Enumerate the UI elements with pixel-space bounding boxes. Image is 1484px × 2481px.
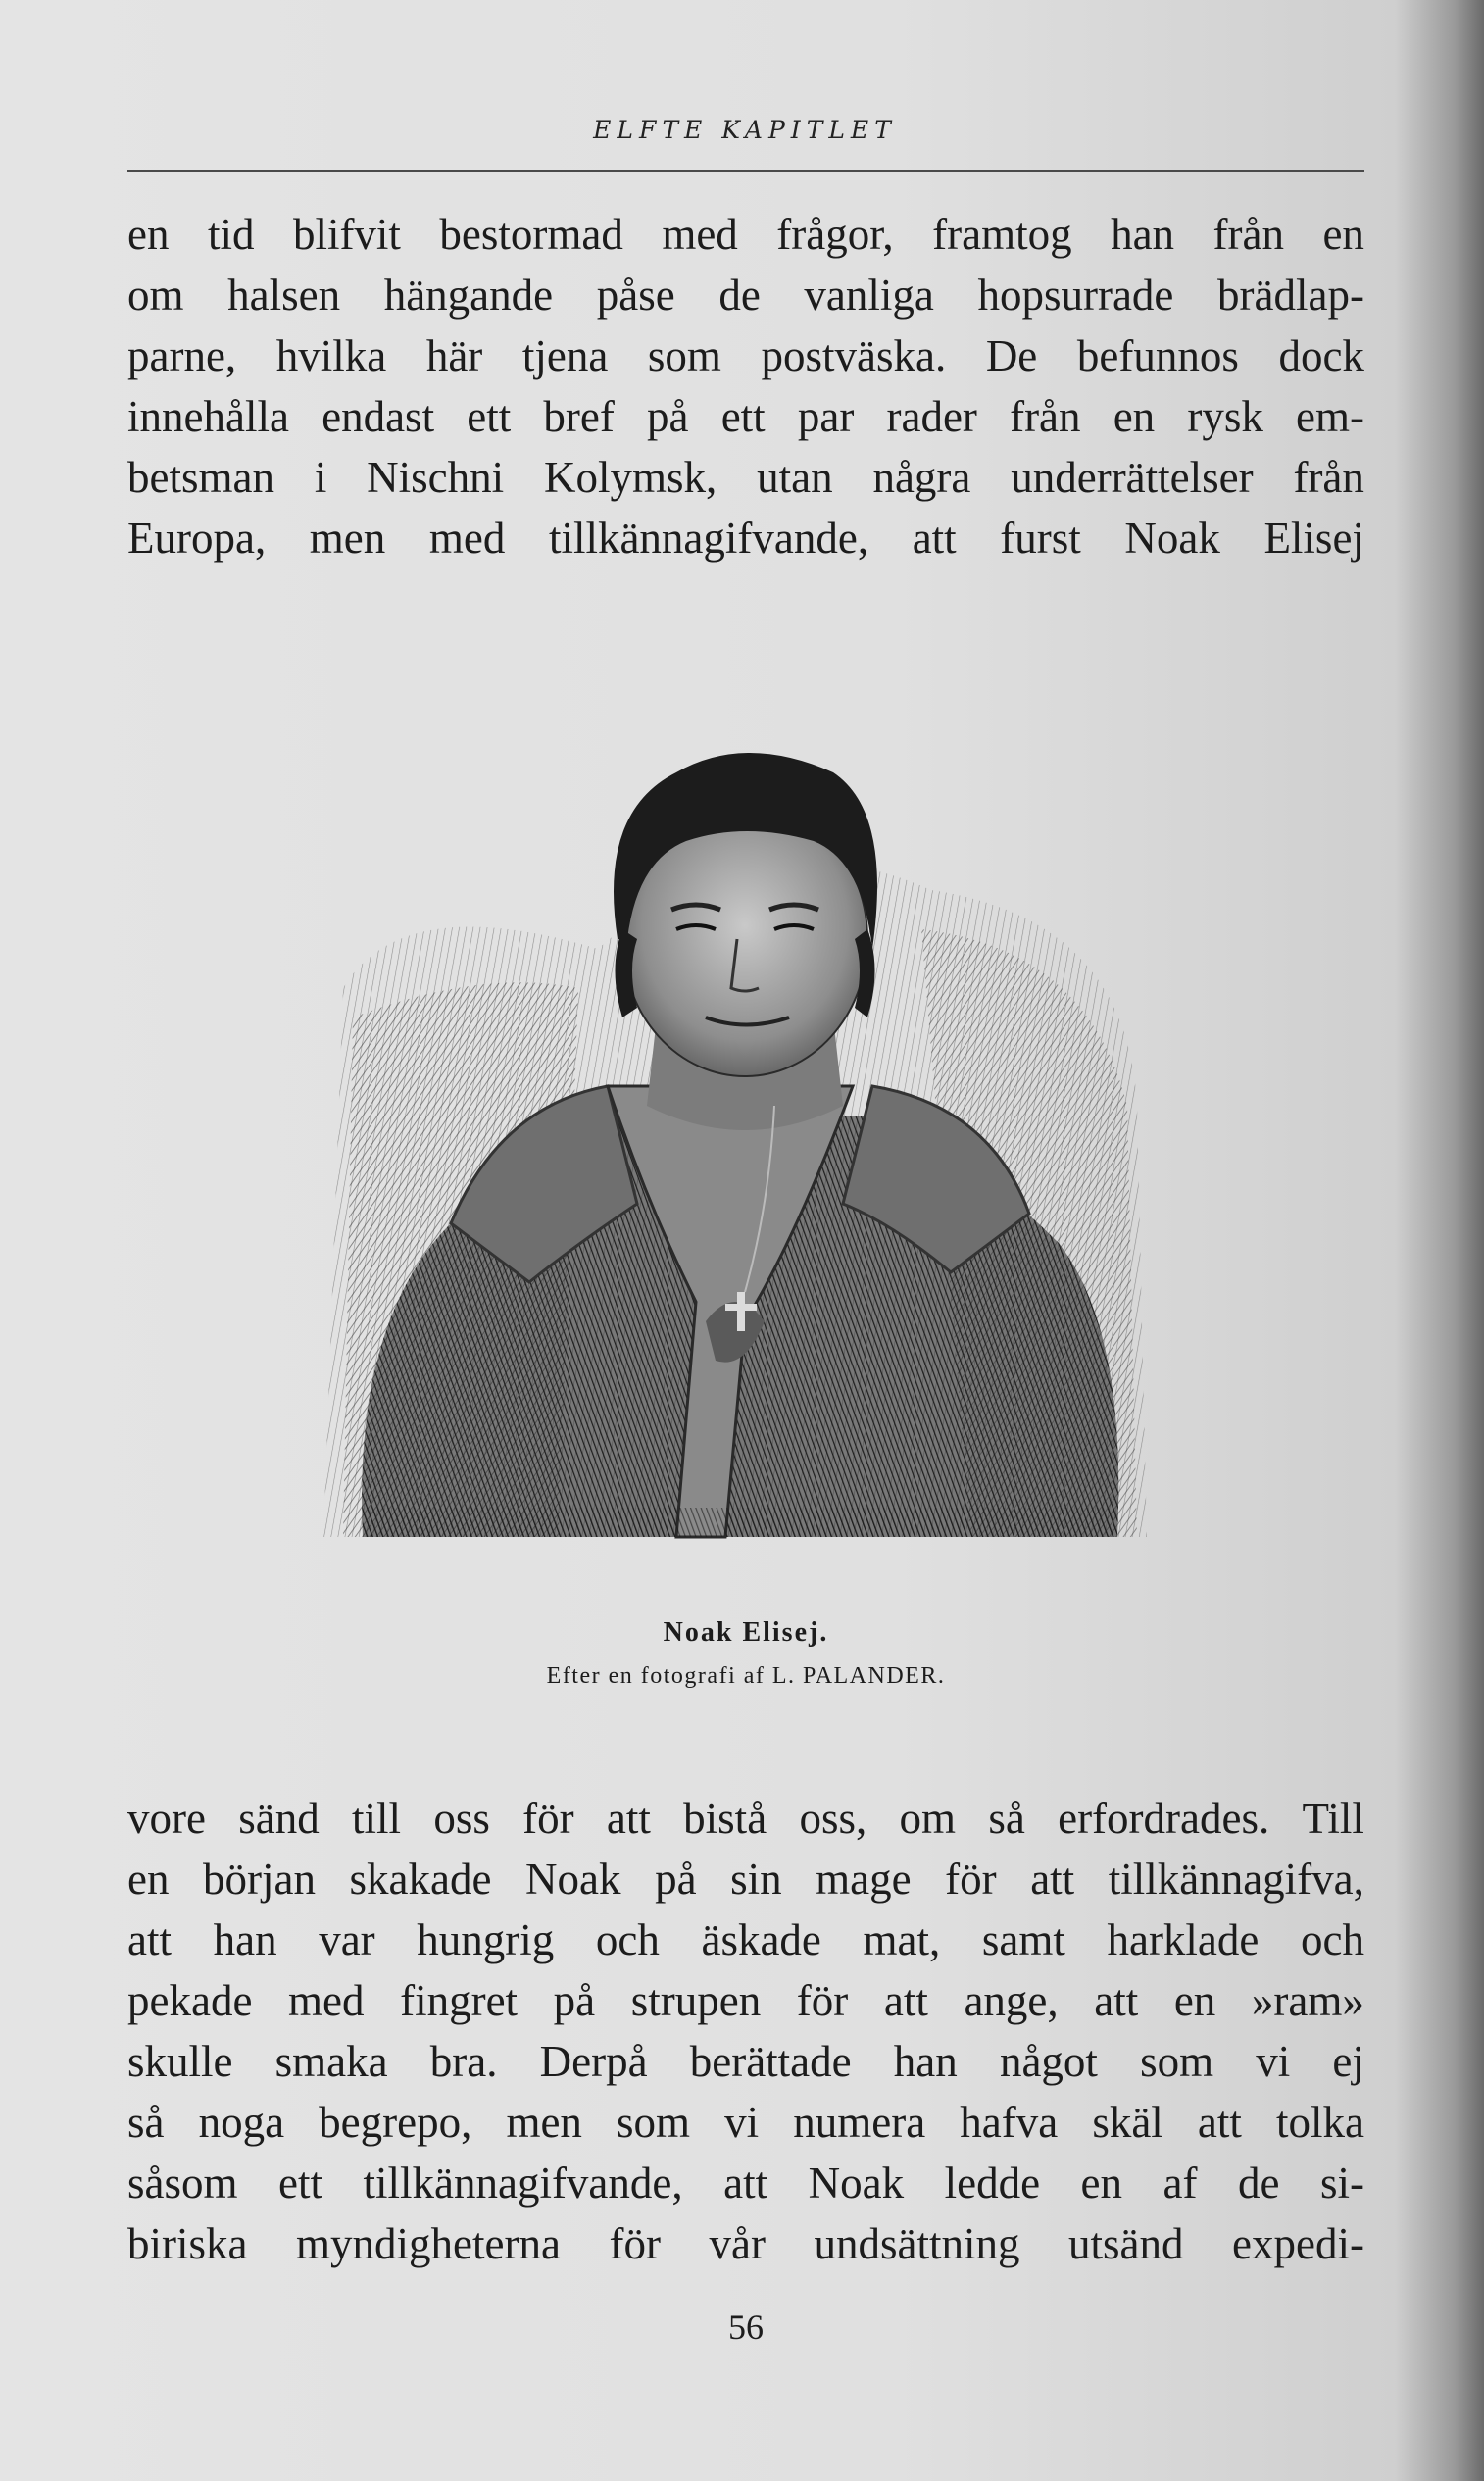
word: hvilka xyxy=(275,331,387,380)
word: numera xyxy=(793,2098,926,2147)
word: tid xyxy=(207,210,255,259)
word: brädlap- xyxy=(1217,271,1364,320)
word: ett xyxy=(720,392,766,441)
word: si- xyxy=(1319,2158,1364,2208)
word: skulle xyxy=(127,2037,233,2086)
word: ett xyxy=(467,392,512,441)
word: en xyxy=(127,1855,170,1904)
word: på xyxy=(655,1855,697,1904)
running-head: ELFTE KAPITLET xyxy=(593,116,897,144)
word: med xyxy=(428,514,506,563)
word: tillkännagifva, xyxy=(1108,1855,1364,1904)
word: en xyxy=(1113,392,1156,441)
word: men xyxy=(309,514,386,563)
word: rader xyxy=(886,392,977,441)
word: bistå xyxy=(683,1794,767,1843)
word: furst xyxy=(1000,514,1081,563)
word: mage xyxy=(816,1855,912,1904)
word: De xyxy=(985,331,1038,380)
word: Nischni xyxy=(367,453,505,502)
word: hopsurrade xyxy=(977,271,1174,320)
text-line xyxy=(127,265,1364,325)
word: berättade xyxy=(689,2037,852,2086)
word: de xyxy=(1238,2158,1280,2208)
word: vore xyxy=(127,1794,206,1843)
word: och xyxy=(1301,1915,1364,1964)
text-line xyxy=(127,2213,1364,2274)
word: smaka xyxy=(274,2037,388,2086)
word: harklade xyxy=(1107,1915,1260,1964)
word: Till xyxy=(1302,1794,1364,1843)
word: halsen xyxy=(227,271,341,320)
text-line xyxy=(127,2031,1364,2092)
word: påse xyxy=(596,271,675,320)
word: för xyxy=(522,1794,574,1843)
word: tolka xyxy=(1275,2098,1364,2147)
word: noga xyxy=(198,2098,285,2147)
word: tjena xyxy=(521,331,609,380)
word: endast xyxy=(322,392,435,441)
word: vår xyxy=(709,2219,766,2268)
word: en xyxy=(1080,2158,1123,2208)
word: oss xyxy=(433,1794,490,1843)
word: att xyxy=(912,514,957,563)
text-line xyxy=(127,386,1364,447)
word: Derpå xyxy=(539,2037,648,2086)
word: fingret xyxy=(400,1976,519,2025)
word: för xyxy=(945,1855,997,1904)
text-line xyxy=(127,1970,1364,2031)
word: begrepo, xyxy=(319,2098,472,2147)
word: em- xyxy=(1296,392,1364,441)
text-line xyxy=(127,1849,1364,1910)
word: ange, xyxy=(964,1976,1059,2025)
word: ej xyxy=(1332,2037,1364,2086)
word: Europa, xyxy=(127,514,267,563)
word: men xyxy=(506,2098,582,2147)
word: utsänd xyxy=(1068,2219,1184,2268)
text-line xyxy=(127,508,1364,569)
word: som xyxy=(1140,2037,1214,2086)
word: betsman xyxy=(127,453,274,502)
word: pekade xyxy=(127,1976,253,2025)
word: myndigheterna xyxy=(296,2219,561,2268)
word: parne, xyxy=(127,331,237,380)
word: han xyxy=(1111,210,1175,259)
word: framtog xyxy=(932,210,1072,259)
word: med xyxy=(662,210,738,259)
word: oss, xyxy=(799,1794,867,1843)
text-line xyxy=(127,325,1364,386)
word: som xyxy=(617,2098,691,2147)
word: hafva xyxy=(960,2098,1059,2147)
word: vanliga xyxy=(804,271,934,320)
word: »ram» xyxy=(1251,1976,1364,2025)
header-rule xyxy=(127,170,1364,172)
word: på xyxy=(647,392,689,441)
word: Noak xyxy=(808,2158,905,2208)
word: dock xyxy=(1278,331,1364,380)
word: bestormad xyxy=(439,210,623,259)
word: skakade xyxy=(349,1855,492,1904)
word: för xyxy=(609,2219,661,2268)
word: han xyxy=(893,2037,958,2086)
word: att xyxy=(1030,1855,1075,1904)
word: mat, xyxy=(863,1915,941,1964)
word: att xyxy=(127,1915,172,1964)
word: något xyxy=(999,2037,1098,2086)
word: till xyxy=(352,1794,402,1843)
word: par xyxy=(797,392,855,441)
word: af xyxy=(1162,2158,1198,2208)
word: att xyxy=(883,1976,928,2025)
word: han xyxy=(213,1915,277,1964)
word: så xyxy=(988,1794,1025,1843)
word: en xyxy=(1173,1976,1216,2025)
word: att xyxy=(723,2158,768,2208)
word: postväska. xyxy=(761,331,947,380)
word: blifvit xyxy=(292,210,401,259)
word: bra. xyxy=(429,2037,498,2086)
word: vi xyxy=(724,2098,760,2147)
word: i xyxy=(314,453,327,502)
word: expedi- xyxy=(1232,2219,1364,2268)
word: från xyxy=(1293,453,1364,502)
word: och xyxy=(595,1915,660,1964)
word: att xyxy=(606,1794,651,1843)
word: vi xyxy=(1256,2037,1291,2086)
word: några xyxy=(872,453,971,502)
figure-caption-title: Noak Elisej. xyxy=(663,1617,829,1648)
word: Noak xyxy=(525,1855,621,1904)
word: en xyxy=(1322,210,1364,259)
word: bref xyxy=(543,392,615,441)
word: om xyxy=(899,1794,957,1843)
word: frågor, xyxy=(776,210,894,259)
word: sin xyxy=(730,1855,782,1904)
word: strupen xyxy=(630,1976,762,2025)
word: de xyxy=(718,271,761,320)
word: underrättelser xyxy=(1011,453,1254,502)
paragraph-bottom xyxy=(127,1788,1364,2274)
word: tillkännagifvande, xyxy=(363,2158,683,2208)
word: Kolymsk, xyxy=(544,453,717,502)
word: att xyxy=(1094,1976,1139,2025)
word: för xyxy=(796,1976,849,2025)
word: en xyxy=(127,210,170,259)
word: så xyxy=(127,2098,165,2147)
word: ett xyxy=(278,2158,322,2208)
paragraph-top xyxy=(127,204,1364,569)
word: erfordrades. xyxy=(1058,1794,1270,1843)
word: var xyxy=(319,1915,375,1964)
word: rysk xyxy=(1187,392,1263,441)
text-line xyxy=(127,447,1364,508)
word: skäl xyxy=(1092,2098,1163,2147)
word: sänd xyxy=(238,1794,320,1843)
word: hungrig xyxy=(417,1915,555,1964)
word: äskade xyxy=(701,1915,821,1964)
word: biriska xyxy=(127,2219,248,2268)
word: om xyxy=(127,271,184,320)
figure-caption-credit: Efter en fotografi af L. PALANDER. xyxy=(546,1663,946,1689)
portrait-engraving xyxy=(284,694,1225,1576)
word: att xyxy=(1197,2098,1242,2147)
text-line xyxy=(127,204,1364,265)
text-line xyxy=(127,2153,1364,2213)
word: hängande xyxy=(383,271,554,320)
word: utan xyxy=(757,453,833,502)
text-line xyxy=(127,1910,1364,1970)
word: Elisej xyxy=(1263,514,1364,563)
text-line xyxy=(127,2092,1364,2153)
word: befunnos xyxy=(1076,331,1239,380)
word: tillkännagifvande, xyxy=(548,514,869,563)
word: såsom xyxy=(127,2158,238,2208)
word: ledde xyxy=(944,2158,1041,2208)
word: här xyxy=(425,331,483,380)
word: Noak xyxy=(1124,514,1220,563)
word: undsättning xyxy=(814,2219,1020,2268)
page-number: 56 xyxy=(728,2307,764,2347)
word: från xyxy=(1010,392,1081,441)
word: samt xyxy=(981,1915,1065,1964)
word: början xyxy=(203,1855,316,1904)
word: innehålla xyxy=(127,392,289,441)
word: som xyxy=(647,331,721,380)
text-line xyxy=(127,1788,1364,1849)
word: med xyxy=(288,1976,365,2025)
word: på xyxy=(553,1976,596,2025)
word: från xyxy=(1212,210,1284,259)
